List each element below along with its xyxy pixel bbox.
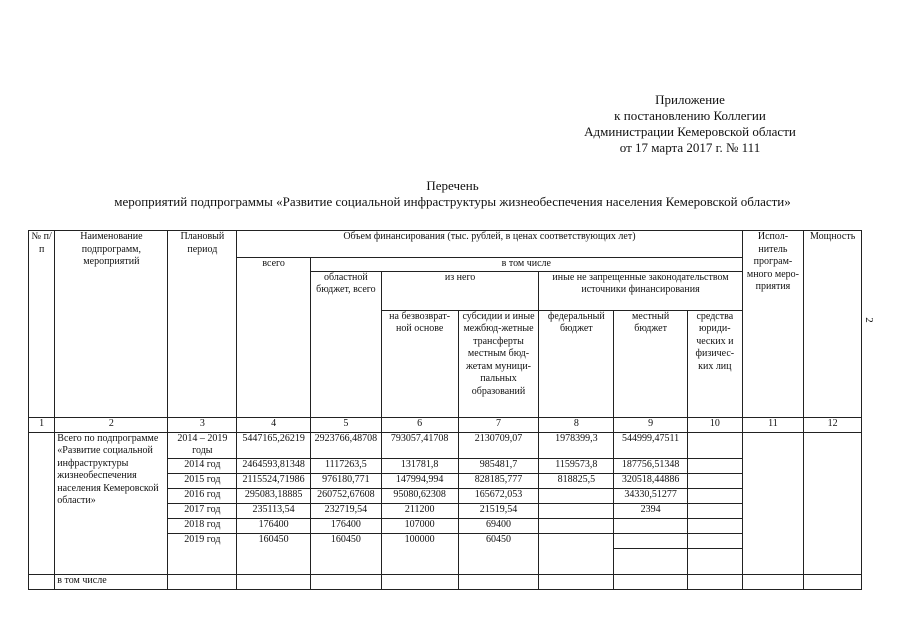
column-number: 11 xyxy=(742,417,804,432)
regional-cell: 260752,67608 xyxy=(311,488,382,503)
federal-cell xyxy=(539,548,614,575)
subsidies-cell xyxy=(458,548,539,575)
local-cell: 544999,47511 xyxy=(614,432,688,458)
row-num-cell xyxy=(29,575,55,590)
appendix-line-1: Приложение xyxy=(655,92,725,107)
subsidies-cell: 60450 xyxy=(458,533,539,548)
federal-cell xyxy=(539,488,614,503)
header-num: № п/п xyxy=(29,231,55,418)
gratuitous-cell: 147994,994 xyxy=(381,473,458,488)
gratuitous-cell: 131781,8 xyxy=(381,458,458,473)
appendix-line-3: Администрации Кемеровской области xyxy=(584,124,796,139)
executor-cell xyxy=(742,432,804,575)
period-cell: 2014 – 2019 годы xyxy=(168,432,237,458)
column-number: 5 xyxy=(311,417,382,432)
capacity-cell xyxy=(804,432,862,575)
subsidies-cell: 2130709,07 xyxy=(458,432,539,458)
federal-cell: 1159573,8 xyxy=(539,458,614,473)
federal-cell xyxy=(539,575,614,590)
including-label: в том числе xyxy=(55,575,168,590)
local-cell xyxy=(614,518,688,533)
total-cell: 176400 xyxy=(237,518,311,533)
total-cell xyxy=(237,548,311,575)
local-cell xyxy=(614,533,688,548)
gratuitous-cell xyxy=(381,575,458,590)
regional-cell: 1117263,5 xyxy=(311,458,382,473)
subsidies-cell: 985481,7 xyxy=(458,458,539,473)
period-cell: 2019 год xyxy=(168,533,237,548)
column-number: 1 xyxy=(29,417,55,432)
funding-table xyxy=(28,230,862,590)
federal-cell xyxy=(539,533,614,548)
header-name: Наименование подпрограмм, мероприятий xyxy=(55,231,168,418)
gratuitous-cell: 95080,62308 xyxy=(381,488,458,503)
period-cell xyxy=(168,548,237,575)
period-cell xyxy=(168,575,237,590)
row-num-cell xyxy=(29,432,55,575)
period-cell: 2015 год xyxy=(168,473,237,488)
header-subsidies: субсидии и иные межбюд-жетные трансферты местным бюд-жетам муници-пальных образований xyxy=(458,310,539,417)
header-total: всего xyxy=(237,258,311,418)
total-cell: 2115524,71986 xyxy=(237,473,311,488)
local-cell xyxy=(614,575,688,590)
total-cell xyxy=(237,575,311,590)
regional-cell xyxy=(311,575,382,590)
column-number: 4 xyxy=(237,417,311,432)
local-cell: 320518,44886 xyxy=(614,473,688,488)
total-cell: 5447165,26219 xyxy=(237,432,311,458)
local-cell: 2394 xyxy=(614,503,688,518)
legal-cell xyxy=(688,518,743,533)
gratuitous-cell: 107000 xyxy=(381,518,458,533)
period-cell: 2018 год xyxy=(168,518,237,533)
header-of-which: из него xyxy=(381,271,539,310)
legal-cell xyxy=(688,533,743,548)
subsidies-cell xyxy=(458,575,539,590)
total-cell: 235113,54 xyxy=(237,503,311,518)
legal-cell xyxy=(688,458,743,473)
total-cell: 2464593,81348 xyxy=(237,458,311,473)
regional-cell: 976180,771 xyxy=(311,473,382,488)
header-including: в том числе xyxy=(311,258,743,272)
legal-cell xyxy=(688,548,743,575)
header-other-sources: иные не запрещенные законодательством источники финансирования xyxy=(539,271,742,310)
header-regional: областной бюджет, всего xyxy=(311,271,382,417)
column-number: 7 xyxy=(458,417,539,432)
subsidies-cell: 165672,053 xyxy=(458,488,539,503)
header-federal: федеральный бюджет xyxy=(539,310,614,417)
regional-cell: 2923766,48708 xyxy=(311,432,382,458)
gratuitous-cell: 211200 xyxy=(381,503,458,518)
column-number: 6 xyxy=(381,417,458,432)
legal-cell xyxy=(688,488,743,503)
federal-cell xyxy=(539,518,614,533)
column-number: 9 xyxy=(614,417,688,432)
capacity-cell xyxy=(804,575,862,590)
header-legal: средства юриди-ческих и физичес-ких лиц xyxy=(688,310,743,417)
regional-cell: 232719,54 xyxy=(311,503,382,518)
federal-cell: 1978399,3 xyxy=(539,432,614,458)
legal-cell xyxy=(688,473,743,488)
legal-cell xyxy=(688,575,743,590)
federal-cell: 818825,5 xyxy=(539,473,614,488)
title-line-2: мероприятий подпрограммы «Развитие социальной инфраструктуры жизнеобеспечения населения Кемеровской области» xyxy=(114,194,791,209)
column-number: 8 xyxy=(539,417,614,432)
gratuitous-cell xyxy=(381,548,458,575)
gratuitous-cell: 100000 xyxy=(381,533,458,548)
appendix-line-2: к постановлению Коллегии xyxy=(614,108,766,123)
header-funding: Объем финансирования (тыс. рублей, в ценах соответствующих лет) xyxy=(237,231,742,258)
header-period: Плановый период xyxy=(168,231,237,418)
federal-cell xyxy=(539,503,614,518)
regional-cell: 160450 xyxy=(311,533,382,548)
header-gratuitous: на безвозврат-ной основе xyxy=(381,310,458,417)
appendix-block xyxy=(520,92,860,156)
subsidies-cell: 21519,54 xyxy=(458,503,539,518)
legal-cell xyxy=(688,503,743,518)
appendix-line-4: от 17 марта 2017 г. № 111 xyxy=(619,140,761,155)
executor-cell xyxy=(742,575,804,590)
total-cell: 295083,18885 xyxy=(237,488,311,503)
legal-cell xyxy=(688,432,743,458)
regional-cell: 176400 xyxy=(311,518,382,533)
column-number: 12 xyxy=(804,417,862,432)
header-executor: Испол-нитель програм-много меро-приятия xyxy=(742,231,804,418)
period-cell: 2016 год xyxy=(168,488,237,503)
header-capacity: Мощность xyxy=(804,231,862,418)
column-number: 10 xyxy=(688,417,743,432)
column-number: 2 xyxy=(55,417,168,432)
regional-cell xyxy=(311,548,382,575)
period-cell: 2017 год xyxy=(168,503,237,518)
local-cell: 187756,51348 xyxy=(614,458,688,473)
program-name: Всего по подпрограмме «Развитие социальной инфраструктуры жизнеобеспечения населения Кемеровской области» xyxy=(55,432,168,575)
subsidies-cell: 69400 xyxy=(458,518,539,533)
column-number: 3 xyxy=(168,417,237,432)
header-local: местный бюджет xyxy=(614,310,688,417)
local-cell xyxy=(614,548,688,575)
local-cell: 34330,51277 xyxy=(614,488,688,503)
gratuitous-cell: 793057,41708 xyxy=(381,432,458,458)
subsidies-cell: 828185,777 xyxy=(458,473,539,488)
period-cell: 2014 год xyxy=(168,458,237,473)
page-number: 2 xyxy=(862,317,875,323)
total-cell: 160450 xyxy=(237,533,311,548)
title-line-1: Перечень xyxy=(426,178,479,193)
document-title xyxy=(0,178,905,210)
